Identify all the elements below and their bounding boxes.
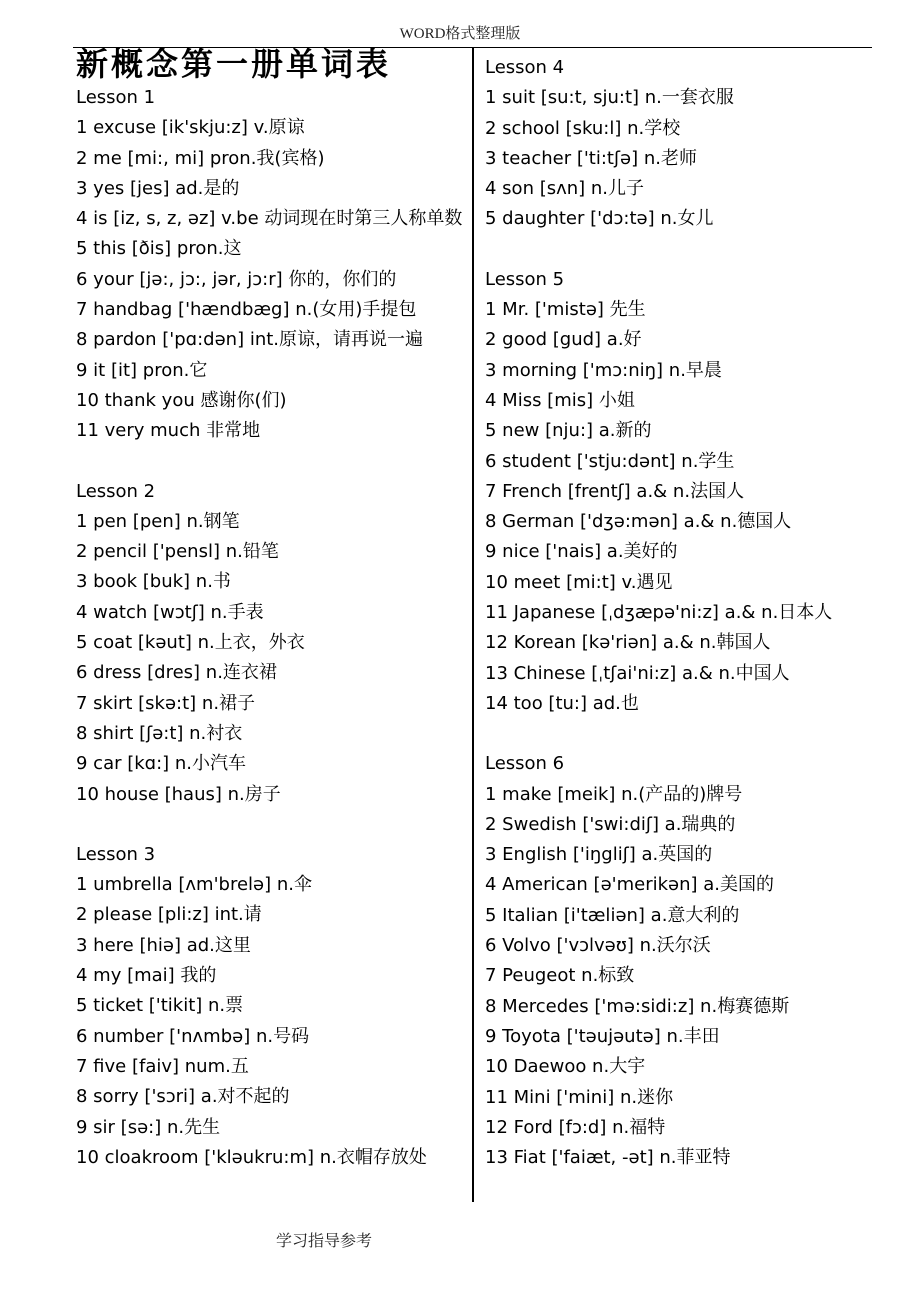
vocab-entry: 13 Fiat ['faiæt, -ət] n.菲亚特 — [485, 1147, 731, 1169]
vocab-entry: 14 too [tu:] ad.也 — [485, 692, 639, 714]
vocab-entry: 9 car [kɑ:] n.小汽车 — [76, 753, 247, 775]
vocab-entry: 8 shirt [ʃə:t] n.衬衣 — [76, 722, 243, 744]
vocab-entry: 1 make [meik] n.(产品的)牌号 — [485, 783, 743, 805]
page-footer: 学习指导参考 — [276, 1231, 373, 1250]
vocab-entry: 10 meet [mi:t] v.遇见 — [485, 571, 673, 593]
lesson-title: Lesson 3 — [76, 843, 156, 865]
vocab-entry: 11 very much 非常地 — [76, 420, 261, 442]
vocab-entry: 2 me [mi:, mi] pron.我(宾格) — [76, 147, 325, 169]
vocab-entry: 2 please [pli:z] int.请 — [76, 904, 262, 926]
vocab-entry: 6 student ['stju:dənt] n.学生 — [485, 450, 735, 472]
vocab-entry: 5 new [nju:] a.新的 — [485, 420, 652, 442]
vocab-entry: 6 Volvo ['vɔlvəʊ] n.沃尔沃 — [485, 935, 711, 957]
vocab-entry: 10 Daewoo n.大宇 — [485, 1056, 646, 1078]
page-title: 新概念第一册单词表 — [76, 45, 392, 83]
vocab-entry: 9 nice ['nais] a.美好的 — [485, 541, 678, 563]
vocab-entry: 9 Toyota ['təujəutə] n.丰田 — [485, 1025, 720, 1047]
vocab-entry: 11 Japanese [ˌdʒæpə'ni:z] a.& n.日本人 — [485, 602, 833, 624]
vocab-entry: 7 five [faiv] num.五 — [76, 1055, 249, 1077]
lesson-title: Lesson 6 — [485, 753, 565, 775]
vocab-entry: 4 watch [wɔtʃ] n.手表 — [76, 601, 264, 623]
lesson-section — [76, 477, 466, 810]
vocab-entry: 5 coat [kəut] n.上衣，外衣 — [76, 632, 305, 654]
vocab-entry: 5 ticket ['tikit] n.票 — [76, 995, 244, 1017]
vocab-entry: 7 skirt [skə:t] n.裙子 — [76, 692, 256, 714]
vocab-entry: 8 Mercedes ['mə:sidi:z] n.梅赛德斯 — [485, 995, 790, 1017]
vocab-entry: 9 sir [sə:] n.先生 — [76, 1116, 221, 1138]
vocab-entry: 4 my [mai] 我的 — [76, 965, 217, 987]
vocab-entry: 2 Swedish ['swi:diʃ] a.瑞典的 — [485, 813, 736, 835]
vocab-entry: 5 daughter ['dɔ:tə] n.女儿 — [485, 208, 714, 230]
vocab-entry: 3 here [hiə] ad.这里 — [76, 934, 251, 956]
vocab-entry: 5 this [ðis] pron.这 — [76, 238, 242, 260]
vocab-entry: 4 American [ə'merikən] a.美国的 — [485, 874, 775, 896]
vocab-entry: 2 school [sku:l] n.学校 — [485, 117, 681, 139]
lesson-title: Lesson 4 — [485, 57, 565, 78]
vocab-entry: 8 pardon ['pɑ:dən] int.原谅，请再说一遍 — [76, 329, 424, 351]
vocab-entry: 3 teacher ['ti:tʃə] n.老师 — [485, 147, 697, 169]
page-header: WORD格式整理版 — [399, 26, 521, 42]
lesson-section — [485, 53, 875, 235]
vocab-entry: 3 book [buk] n.书 — [76, 571, 231, 593]
vocab-entry: 3 English ['iŋgliʃ] a.英国的 — [485, 844, 713, 866]
vocab-entry: 1 excuse [ik'skju:z] v.原谅 — [76, 117, 305, 139]
vocab-entry: 10 thank you 感谢你(们) — [76, 389, 287, 411]
vocab-entry: 7 French [frentʃ] a.& n.法国人 — [485, 480, 745, 502]
vocab-entry: 1 umbrella [ʌm'brelə] n.伞 — [76, 874, 312, 896]
vocab-entry: 1 suit [su:t, sju:t] n.一套衣服 — [485, 87, 734, 109]
vocab-entry: 7 Peugeot n.标致 — [485, 965, 635, 987]
vocab-entry: 10 cloakroom ['kləukru:m] n.衣帽存放处 — [76, 1146, 427, 1168]
lesson-title: Lesson 1 — [76, 87, 156, 108]
vocab-entry: 4 is [iz, s, z, əz] v.be 动词现在时第三人称单数 — [76, 208, 463, 230]
vocab-entry: 10 house [haus] n.房子 — [76, 783, 281, 805]
left-column — [76, 83, 466, 1173]
vocab-entry: 8 German ['dʒə:mən] a.& n.德国人 — [485, 511, 792, 533]
lesson-section — [76, 840, 466, 1173]
lesson-section — [485, 749, 875, 1173]
vocab-entry: 12 Korean [kə'riən] a.& n.韩国人 — [485, 632, 771, 654]
lesson-title: Lesson 5 — [485, 268, 565, 290]
vocab-entry: 4 Miss [mis] 小姐 — [485, 389, 635, 411]
right-column — [485, 53, 875, 1173]
vocab-entry: 1 pen [pen] n.钢笔 — [76, 510, 240, 532]
lesson-title: Lesson 2 — [76, 480, 156, 502]
vocab-entry: 3 morning ['mɔ:niŋ] n.早晨 — [485, 359, 722, 381]
vocab-entry: 3 yes [jes] ad.是的 — [76, 177, 240, 199]
vocab-entry: 8 sorry ['sɔri] a.对不起的 — [76, 1086, 290, 1108]
vocab-entry: 9 it [it] pron.它 — [76, 359, 208, 381]
vocab-entry: 6 number ['nʌmbə] n.号码 — [76, 1025, 310, 1047]
vocab-entry: 2 good [gud] a.好 — [485, 329, 642, 351]
vocab-entry: 7 handbag ['hændbæg] n.(女用)手提包 — [76, 299, 417, 321]
lesson-section — [76, 83, 466, 447]
vocab-entry: 1 Mr. ['mistə] 先生 — [485, 299, 646, 321]
vocab-entry: 6 your [jə:, jɔ:, jər, jɔ:r] 你的，你们的 — [76, 268, 397, 290]
vocab-entry: 11 Mini ['mini] n.迷你 — [485, 1086, 674, 1108]
vocab-entry: 5 Italian [i'tæliən] a.意大利的 — [485, 904, 740, 926]
lesson-section — [485, 265, 875, 719]
vocab-entry: 4 son [sʌn] n.儿子 — [485, 178, 645, 200]
vocab-entry: 13 Chinese [ˌtʃai'ni:z] a.& n.中国人 — [485, 662, 790, 684]
column-divider — [472, 47, 474, 1202]
vocab-entry: 12 Ford [fɔ:d] n.福特 — [485, 1116, 666, 1138]
vocab-entry: 6 dress [dres] n.连衣裙 — [76, 662, 277, 684]
vocab-entry: 2 pencil ['pensl] n.铅笔 — [76, 541, 279, 563]
